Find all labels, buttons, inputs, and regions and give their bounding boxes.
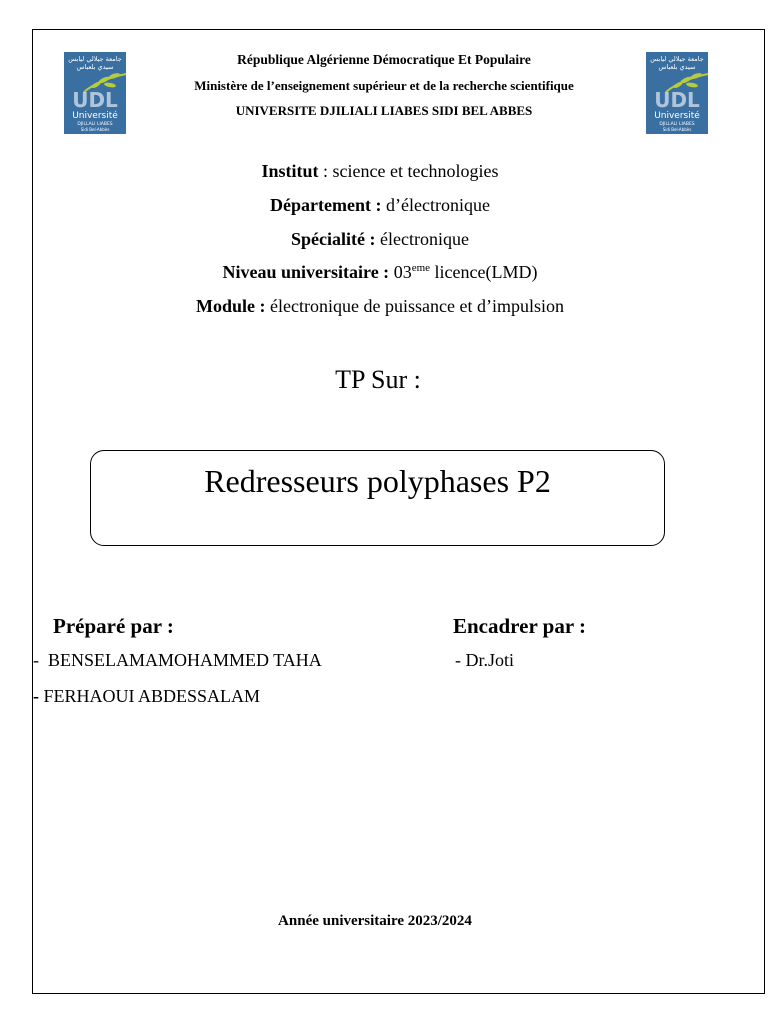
document-title: Redresseurs polyphases P2 [204,463,551,499]
header-country: République Algérienne Démocratique Et Populaire [237,52,531,67]
specialite-label: Spécialité : [291,229,376,249]
niveau-label: Niveau universitaire : [222,262,390,282]
info-niveau [0,262,760,283]
header-ministry: Ministère de l’enseignement supérieur et de la recherche scientifique [194,78,574,93]
logo-text-line1: Université [654,111,700,121]
logo-arabic-line1: جامعة جيلالي ليابس [650,55,704,63]
logo-arabic-line2: سيدي بلعباس [658,63,696,71]
institut-label: Institut [261,161,319,181]
tp-label: TP Sur : [335,365,421,394]
supervisor-name: - Dr.Joti [455,650,515,670]
niveau-superscript: eme [411,262,431,274]
info-institut [0,161,760,182]
logo-text-line1: Université [72,111,118,121]
logo-arabic-line1: جامعة جيلالي ليابس [68,55,122,63]
institut-value: : science et technologies [318,161,499,181]
info-specialite [0,229,760,250]
niveau-value-prefix: 03 [389,262,412,282]
student-item [33,686,260,707]
logo-mark: UDL [654,88,700,112]
logo-text-line2: DJILLALI LIABES [659,122,695,127]
academic-year: Année universitaire 2023/2024 [278,913,472,929]
logo-text-line3: Sidi Bel-Abbès [662,127,692,132]
student-name: FERHAOUI ABDESSALAM [43,686,261,706]
logo-text-line3: Sidi Bel-Abbès [80,127,110,132]
logo-text-line2: DJILLALI LIABES [77,122,113,127]
prepared-by-heading: Préparé par : [53,614,174,638]
niveau-value-suffix: licence(LMD) [430,262,538,282]
departement-value: d’électronique [381,195,490,215]
student-name: BENSELAMAMOHAMMED TAHA [48,650,322,670]
header-university: UNIVERSITE DJILIALI LIABES SIDI BEL ABBES [235,103,533,118]
logo-mark: UDL [72,88,118,112]
student-item [33,650,322,671]
supervised-by-heading: Encadrer par : [453,614,587,638]
module-label: Module : [196,296,266,316]
departement-label: Département : [270,195,382,215]
student-dash: - [33,650,48,670]
info-module [0,296,760,317]
module-value: électronique de puissance et d’impulsion [265,296,564,316]
specialite-value: électronique [375,229,469,249]
logo-arabic-line2: سيدي بلعباس [76,63,114,71]
title-box [90,450,665,546]
student-dash: - [33,686,44,706]
info-departement [0,195,760,216]
